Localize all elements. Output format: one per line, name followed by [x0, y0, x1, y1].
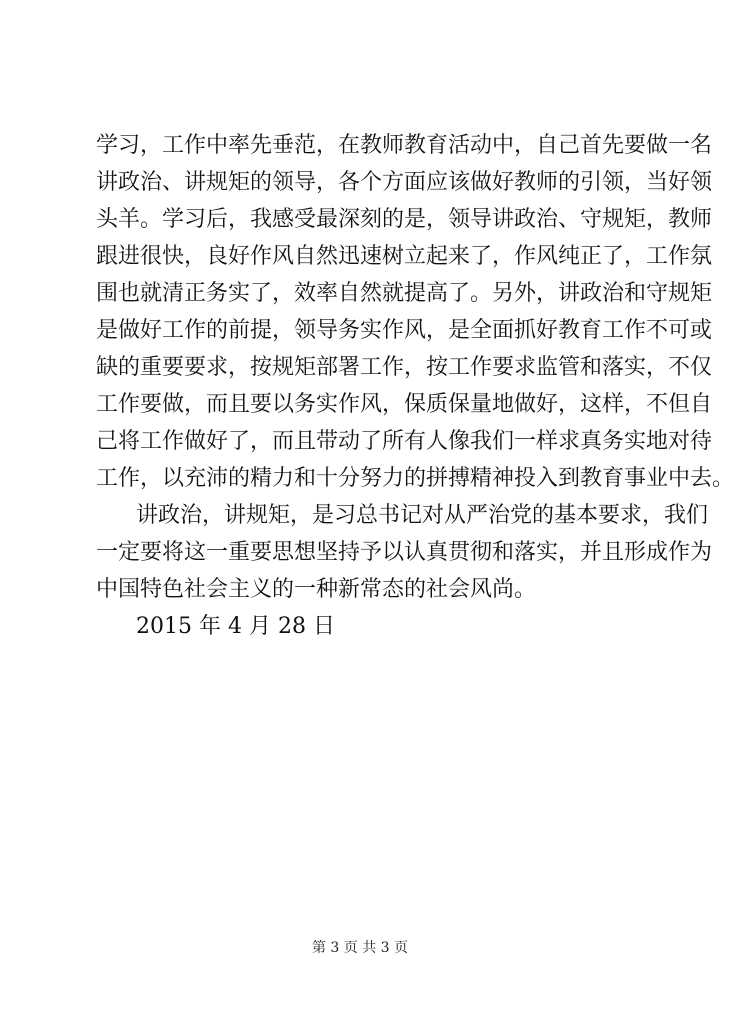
paragraph-1-line-9: 己将工作做好了，而且带动了所有人像我们一样求真务实地对待: [96, 429, 713, 454]
paragraph-1-line-3: 头羊。学习后，我感受最深刻的是，领导讲政治、守规矩，教师: [96, 207, 713, 232]
document-date: 2015 年 4 月 28 日: [136, 614, 335, 639]
paragraph-2-line-2: 一定要将这一重要思想坚持予以认真贯彻和落实，并且形成作为: [96, 540, 713, 565]
paragraph-1-line-1: 学习，工作中率先垂范，在教师教育活动中，自己首先要做一名: [96, 133, 713, 158]
paragraph-1-line-10: 工作，以充沛的精力和十分努力的拼搏精神投入到教育事业中去。: [96, 466, 734, 491]
paragraph-2-line-3: 中国特色社会主义的一种新常态的社会风尚。: [96, 577, 537, 602]
paragraph-1-line-7: 缺的重要要求，按规矩部署工作，按工作要求监管和落实，不仅: [96, 355, 713, 380]
paragraph-1-line-2: 讲政治、讲规矩的领导，各个方面应该做好教师的引领，当好领: [96, 170, 713, 195]
paragraph-1-line-5: 围也就清正务实了，效率自然就提高了。另外，讲政治和守规矩: [96, 281, 713, 306]
paragraph-2-line-1: 讲政治，讲规矩，是习总书记对从严治党的基本要求，我们: [136, 503, 709, 528]
paragraph-1-line-6: 是做好工作的前提，领导务实作风，是全面抓好教育工作不可或: [96, 318, 713, 343]
page-footer: 第 3 页 共 3 页: [311, 940, 409, 956]
paragraph-1-line-4: 跟进很快，良好作风自然迅速树立起来了，作风纯正了，工作氛: [96, 244, 713, 269]
paragraph-1-line-8: 工作要做，而且要以务实作风，保质保量地做好，这样，不但自: [96, 392, 713, 417]
